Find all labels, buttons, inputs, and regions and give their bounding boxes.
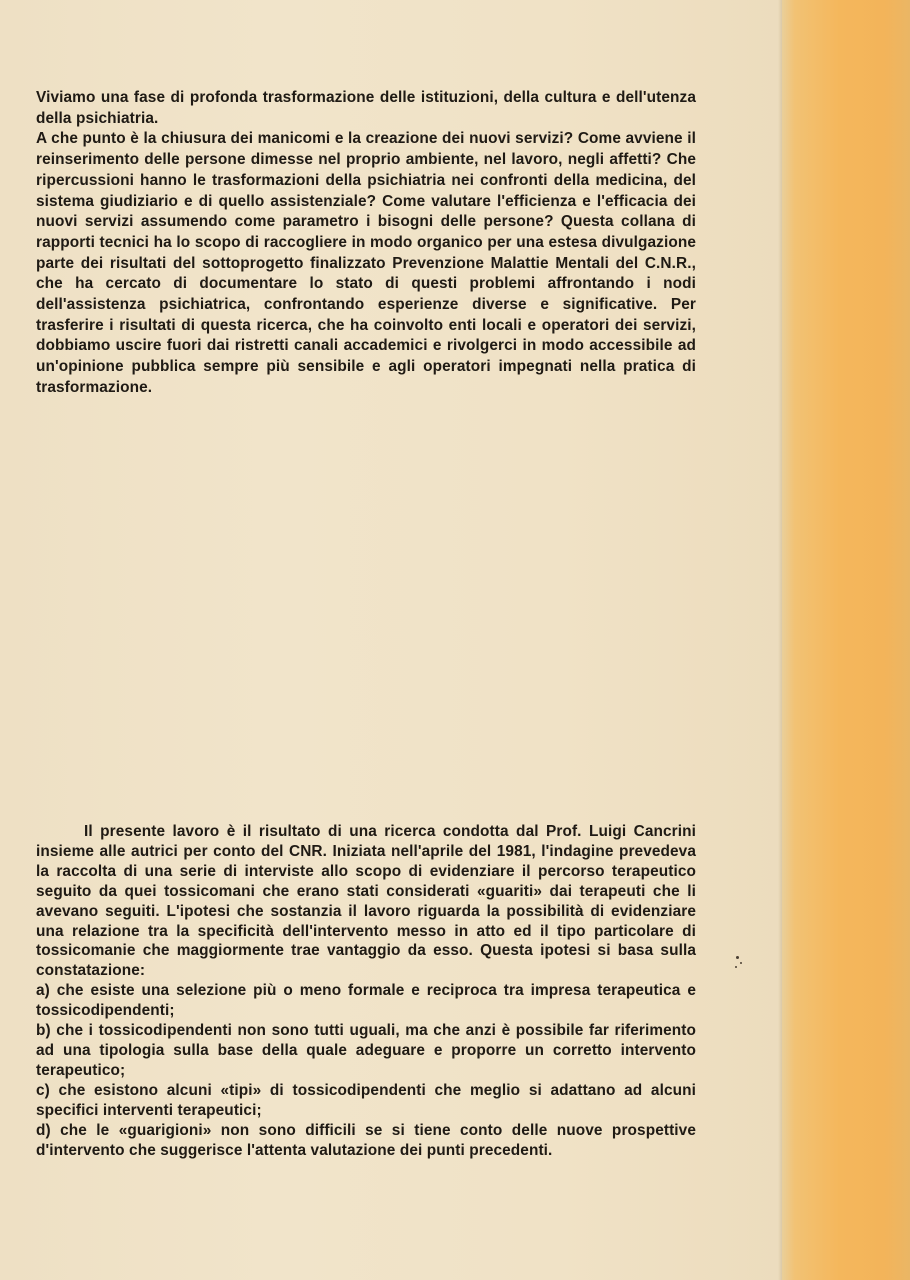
- research-paragraph: Il presente lavoro è il risultato di una ricerca condotta dal Prof. Luigi Cancrini insieme alle autrici per conto del CNR. Iniziata nell'aprile del 1981, l'indagine prevedeva la raccolta di una serie di interviste allo scopo di evidenziare il percorso terapeutico seguito da quei tossicomani che erano stati considerati «guariti» dai terapeuti che li avevano seguiti. L'ipotesi che sostanzia il lavoro riguarda la possibilità di evidenziare una relazione tra la specificità dell'intervento messo in atto ed il tipo particolare di tossicomanie che maggiormente trae vantaggio da esso. Questa ipotesi si basa sulla constatazione:: [36, 823, 696, 980]
- hypothesis-item-a: a) che esiste una selezione più o meno formale e reciproca tra impresa terapeutica e tossicodipendenti;: [36, 982, 696, 1020]
- intro-paragraph-2: A che punto è la chiusura dei manicomi e la creazione dei nuovi servizi? Come avviene il reinserimento delle persone dimesse nel proprio ambiente, nel lavoro, negli affetti? Che ripercussioni hanno le trasformazioni della psichiatria nei confronti della medicina, del sistema giudiziario e di quello assistenziale? Come valutare l'efficienza e l'efficacia dei nuovi servizi assumendo come parametro i bisogni delle persone? Questa collana di rapporti tecnici ha lo scopo di raccogliere in modo organico per una estesa divulgazione parte dei risultati del sottoprogetto finalizzato Prevenzione Malattie Mentali del C.N.R., che ha cercato di documentare lo stato di questi problemi affrontando i nodi dell'assistenza psichiatrica, confrontando esperienze diverse e significative. Per trasferire i risultati di questa ricerca, che ha coinvolto enti locali e operatori dei servizi, dobbiamo uscire fuori dai ristretti canali accademici e rivolgerci in modo accessibile ad un'opinione pubblica sempre più sensibile e agli operatori impegnati nella pratica di trasformazione.: [36, 130, 696, 396]
- intro-paragraph-1: Viviamo una fase di profonda trasformazione delle istituzioni, della cultura e dell'utenza della psichiatria.: [36, 89, 696, 127]
- hypothesis-item-b: b) che i tossicodipendenti non sono tutti uguali, ma che anzi è possibile far riferimento ad una tipologia sulla base della quale adeguare e proporre un corretto intervento terapeutico;: [36, 1022, 696, 1079]
- hypothesis-item-c: c) che esistono alcuni «tipi» di tossicodipendenti che meglio si adattano ad alcuni specifici interventi terapeutici;: [36, 1081, 696, 1119]
- book-spine-edge: [782, 0, 910, 1280]
- research-description: [36, 822, 696, 1160]
- hypothesis-item-d: d) che le «guarigioni» non sono difficili se si tiene conto delle nuove prospettive d'intervento che suggerisce l'attenta valutazione dei punti precedenti.: [36, 1121, 696, 1159]
- paper-speck: [736, 956, 739, 959]
- paper-speck: [735, 966, 737, 968]
- paper-speck: [740, 962, 742, 964]
- series-description: [36, 88, 696, 399]
